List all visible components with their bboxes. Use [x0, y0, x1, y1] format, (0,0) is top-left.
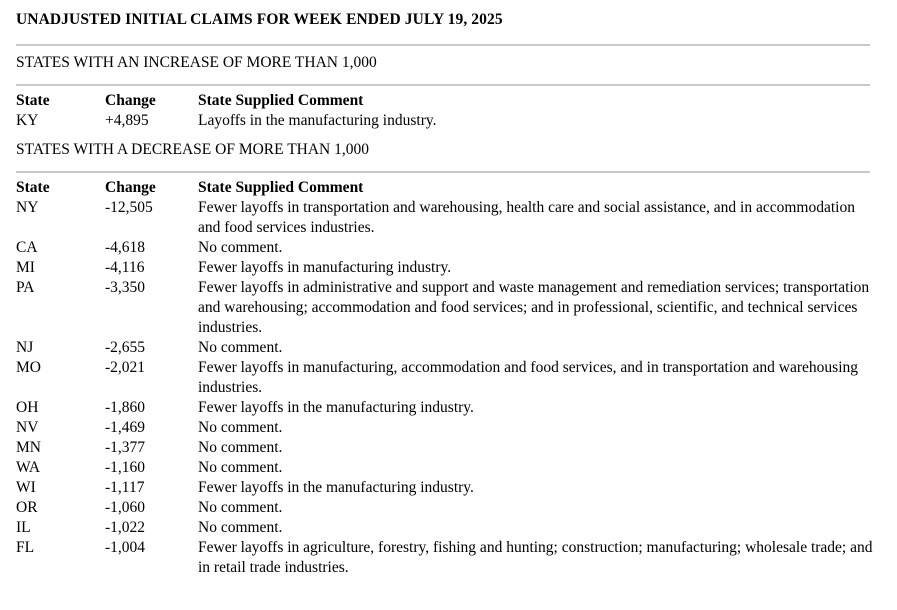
table-row: [16, 458, 874, 478]
change-cell: -1,377: [105, 439, 146, 456]
state-cell: MO: [16, 359, 41, 376]
change-cell: -1,160: [105, 459, 146, 476]
change-cell: -1,860: [105, 399, 146, 416]
table-row: [16, 198, 874, 238]
change-cell: -3,350: [105, 279, 146, 296]
comment-cell: Layoffs in the manufacturing industry.: [198, 112, 437, 129]
table-row: [16, 358, 874, 398]
column-header-comment: State Supplied Comment: [198, 92, 364, 109]
state-cell: CA: [16, 239, 38, 256]
column-header-change: Change: [105, 92, 156, 109]
claims-report: [16, 9, 878, 578]
state-cell: KY: [16, 112, 39, 129]
table-row: [16, 418, 874, 438]
increase-rows: [16, 111, 874, 131]
decrease-rows: [16, 198, 874, 578]
state-cell: MN: [16, 439, 41, 456]
change-cell: -2,655: [105, 339, 146, 356]
state-cell: NJ: [16, 339, 34, 356]
change-cell: -2,021: [105, 359, 146, 376]
table-row: [16, 538, 874, 578]
comment-cell: Fewer layoffs in manufacturing industry.: [198, 259, 452, 276]
decrease-table-header: [16, 178, 874, 198]
change-cell: +4,895: [105, 112, 149, 129]
comment-cell: Fewer layoffs in the manufacturing industry.: [198, 399, 474, 416]
report-title: UNADJUSTED INITIAL CLAIMS FOR WEEK ENDED JULY 19, 2025: [16, 11, 503, 28]
table-row: [16, 338, 874, 358]
comment-cell: Fewer layoffs in manufacturing, accommodation and food services, and in transportation and warehousing industries.: [198, 359, 858, 396]
comment-cell: No comment.: [198, 239, 283, 256]
change-cell: -12,505: [105, 199, 153, 216]
state-cell: NY: [16, 199, 39, 216]
change-cell: -1,060: [105, 499, 146, 516]
column-header-comment: State Supplied Comment: [198, 179, 364, 196]
comment-cell: No comment.: [198, 459, 283, 476]
comment-cell: No comment.: [198, 499, 283, 516]
column-header-state: State: [16, 179, 50, 196]
increase-table-header: [16, 91, 874, 111]
state-cell: IL: [16, 519, 31, 536]
change-cell: -4,116: [105, 259, 145, 276]
column-header-change: Change: [105, 179, 156, 196]
change-cell: -1,117: [105, 479, 145, 496]
comment-cell: No comment.: [198, 339, 283, 356]
decrease-section-heading: STATES WITH A DECREASE OF MORE THAN 1,000: [16, 141, 369, 158]
change-cell: -1,022: [105, 519, 146, 536]
decrease-table: [16, 178, 874, 578]
comment-cell: No comment.: [198, 439, 283, 456]
comment-cell: Fewer layoffs in administrative and support and waste management and remediation services; transportation and warehousing; accommodation and food services; and in professional, scientific, and technical services industries.: [198, 279, 870, 336]
table-row: [16, 111, 874, 131]
change-cell: -1,004: [105, 539, 146, 556]
change-cell: -1,469: [105, 419, 146, 436]
table-row: [16, 238, 874, 258]
state-cell: WI: [16, 479, 36, 496]
table-row: [16, 278, 874, 338]
comment-cell: Fewer layoffs in transportation and warehousing, health care and social assistance, and in accommodation and food services industries.: [198, 199, 855, 236]
state-cell: PA: [16, 279, 35, 296]
column-header-state: State: [16, 92, 50, 109]
comment-cell: Fewer layoffs in the manufacturing industry.: [198, 479, 474, 496]
state-cell: WA: [16, 459, 41, 476]
table-row: [16, 398, 874, 418]
comment-cell: Fewer layoffs in agriculture, forestry, fishing and hunting; construction; manufacturing; wholesale trade; and in retail trade industries.: [198, 539, 873, 576]
table-row: [16, 438, 874, 458]
comment-cell: No comment.: [198, 519, 283, 536]
state-cell: FL: [16, 539, 35, 556]
table-row: [16, 478, 874, 498]
comment-cell: No comment.: [198, 419, 283, 436]
state-cell: OH: [16, 399, 39, 416]
table-row: [16, 258, 874, 278]
increase-table: [16, 91, 874, 131]
state-cell: OR: [16, 499, 38, 516]
change-cell: -4,618: [105, 239, 146, 256]
increase-section-heading: STATES WITH AN INCREASE OF MORE THAN 1,000: [16, 54, 377, 71]
state-cell: NV: [16, 419, 39, 436]
table-row: [16, 498, 874, 518]
state-cell: MI: [16, 259, 35, 276]
table-row: [16, 518, 874, 538]
